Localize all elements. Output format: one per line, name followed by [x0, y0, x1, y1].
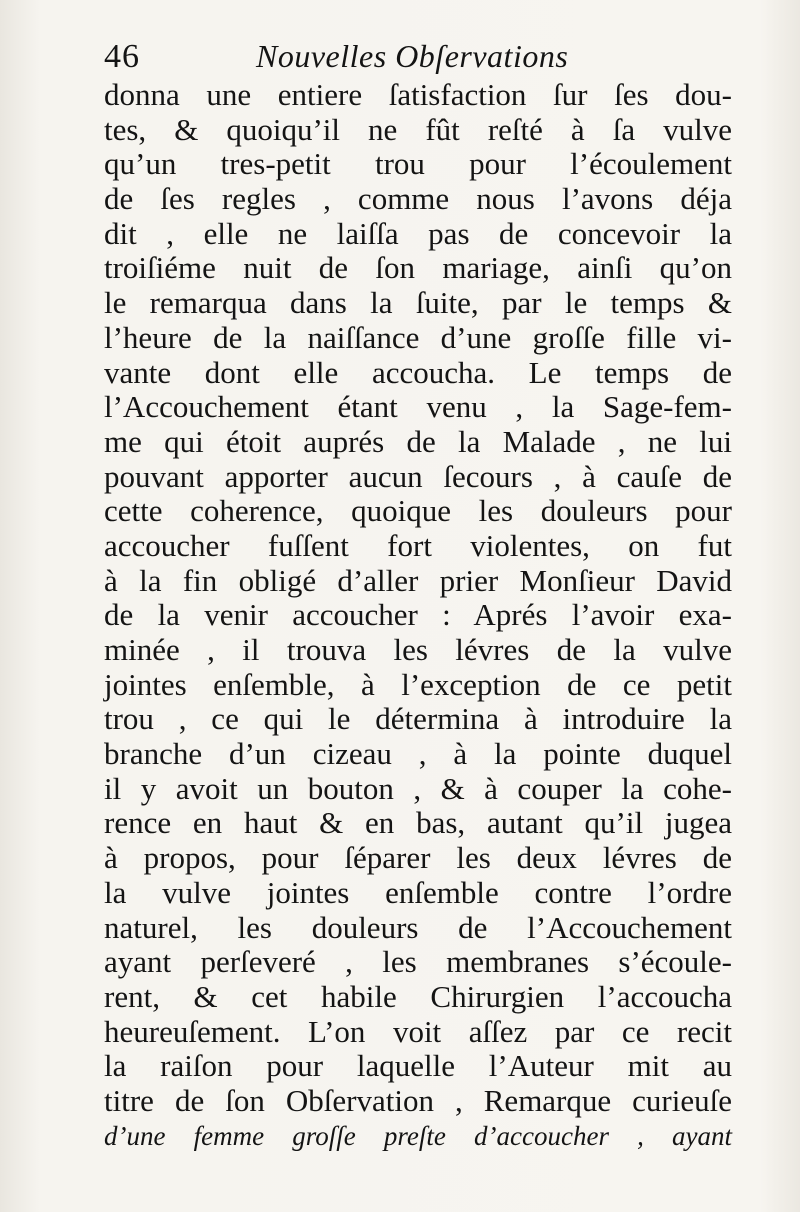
text-line: minée , il trouva les lévres de la vulve	[104, 632, 732, 667]
text-line: tes, & quoiqu’il ne fût reſté à ſa vulve	[104, 111, 732, 147]
text-line: de la venir accoucher : Aprés l’avoir exa-	[104, 597, 732, 633]
text-line: la raiſon pour laquelle l’Auteur mit au	[104, 1048, 732, 1084]
text-line: pouvant apporter aucun ſecours , à cauſe de	[104, 458, 732, 494]
body-text	[104, 78, 732, 1153]
text-line: le remarqua dans la ſuite, par le temps &	[104, 285, 732, 321]
text-line: d’une femme groſſe preſte d’accoucher , ayant	[104, 1120, 732, 1151]
text-line: donna une entiere ſatisfaction ſur ſes dou-	[104, 77, 732, 112]
page-number: 46	[104, 38, 140, 75]
text-line: trou , ce qui le détermina à introduire la	[104, 701, 732, 737]
running-head: Nouvelles Obſervations	[256, 38, 569, 74]
text-line: l’Accouchement étant venu , la Sage-fem-	[104, 389, 732, 425]
text-line: qu’un tres-petit trou pour l’écoulement	[104, 146, 732, 182]
text-line: dit , elle ne laiſſa pas de concevoir la	[104, 215, 732, 251]
text-line: jointes enſemble, à l’exception de ce petit	[104, 666, 732, 702]
text-line: titre de ſon Obſervation , Remarque curieuſe	[104, 1082, 732, 1118]
text-line: à propos, pour ſéparer les deux lévres de	[104, 840, 732, 876]
text-line: rent, & cet habile Chirurgien l’accoucha	[104, 978, 732, 1014]
text-line: l’heure de la naiſſance d’une groſſe fille vi-	[104, 319, 732, 355]
text-line: ayant perſeveré , les membranes s’écoule-	[104, 944, 732, 980]
text-line: heureuſement. L’on voit aſſez par ce recit	[104, 1013, 732, 1049]
text-line: il y avoit un bouton , & à couper la cohe-	[104, 770, 732, 806]
text-line: cette coherence, quoique les douleurs pour	[104, 493, 732, 529]
text-line: la vulve jointes enſemble contre l’ordre	[104, 874, 732, 910]
text-line: vante dont elle accoucha. Le temps de	[104, 354, 732, 390]
text-line: branche d’un cizeau , à la pointe duquel	[104, 736, 732, 772]
text-line: de ſes regles , comme nous l’avons déja	[104, 181, 732, 217]
text-line: rence en haut & en bas, autant qu’il jugea	[104, 805, 732, 841]
text-line: troiſiéme nuit de ſon mariage, ainſi qu’on	[104, 250, 732, 286]
text-line: à la fin obligé d’aller prier Monſieur David	[104, 562, 732, 598]
text-line: me qui étoit auprés de la Malade , ne lui	[104, 423, 732, 459]
text-line: accoucher fuſſent fort violentes, on fut	[104, 527, 732, 563]
text-line: naturel, les douleurs de l’Accouchement	[104, 909, 732, 945]
